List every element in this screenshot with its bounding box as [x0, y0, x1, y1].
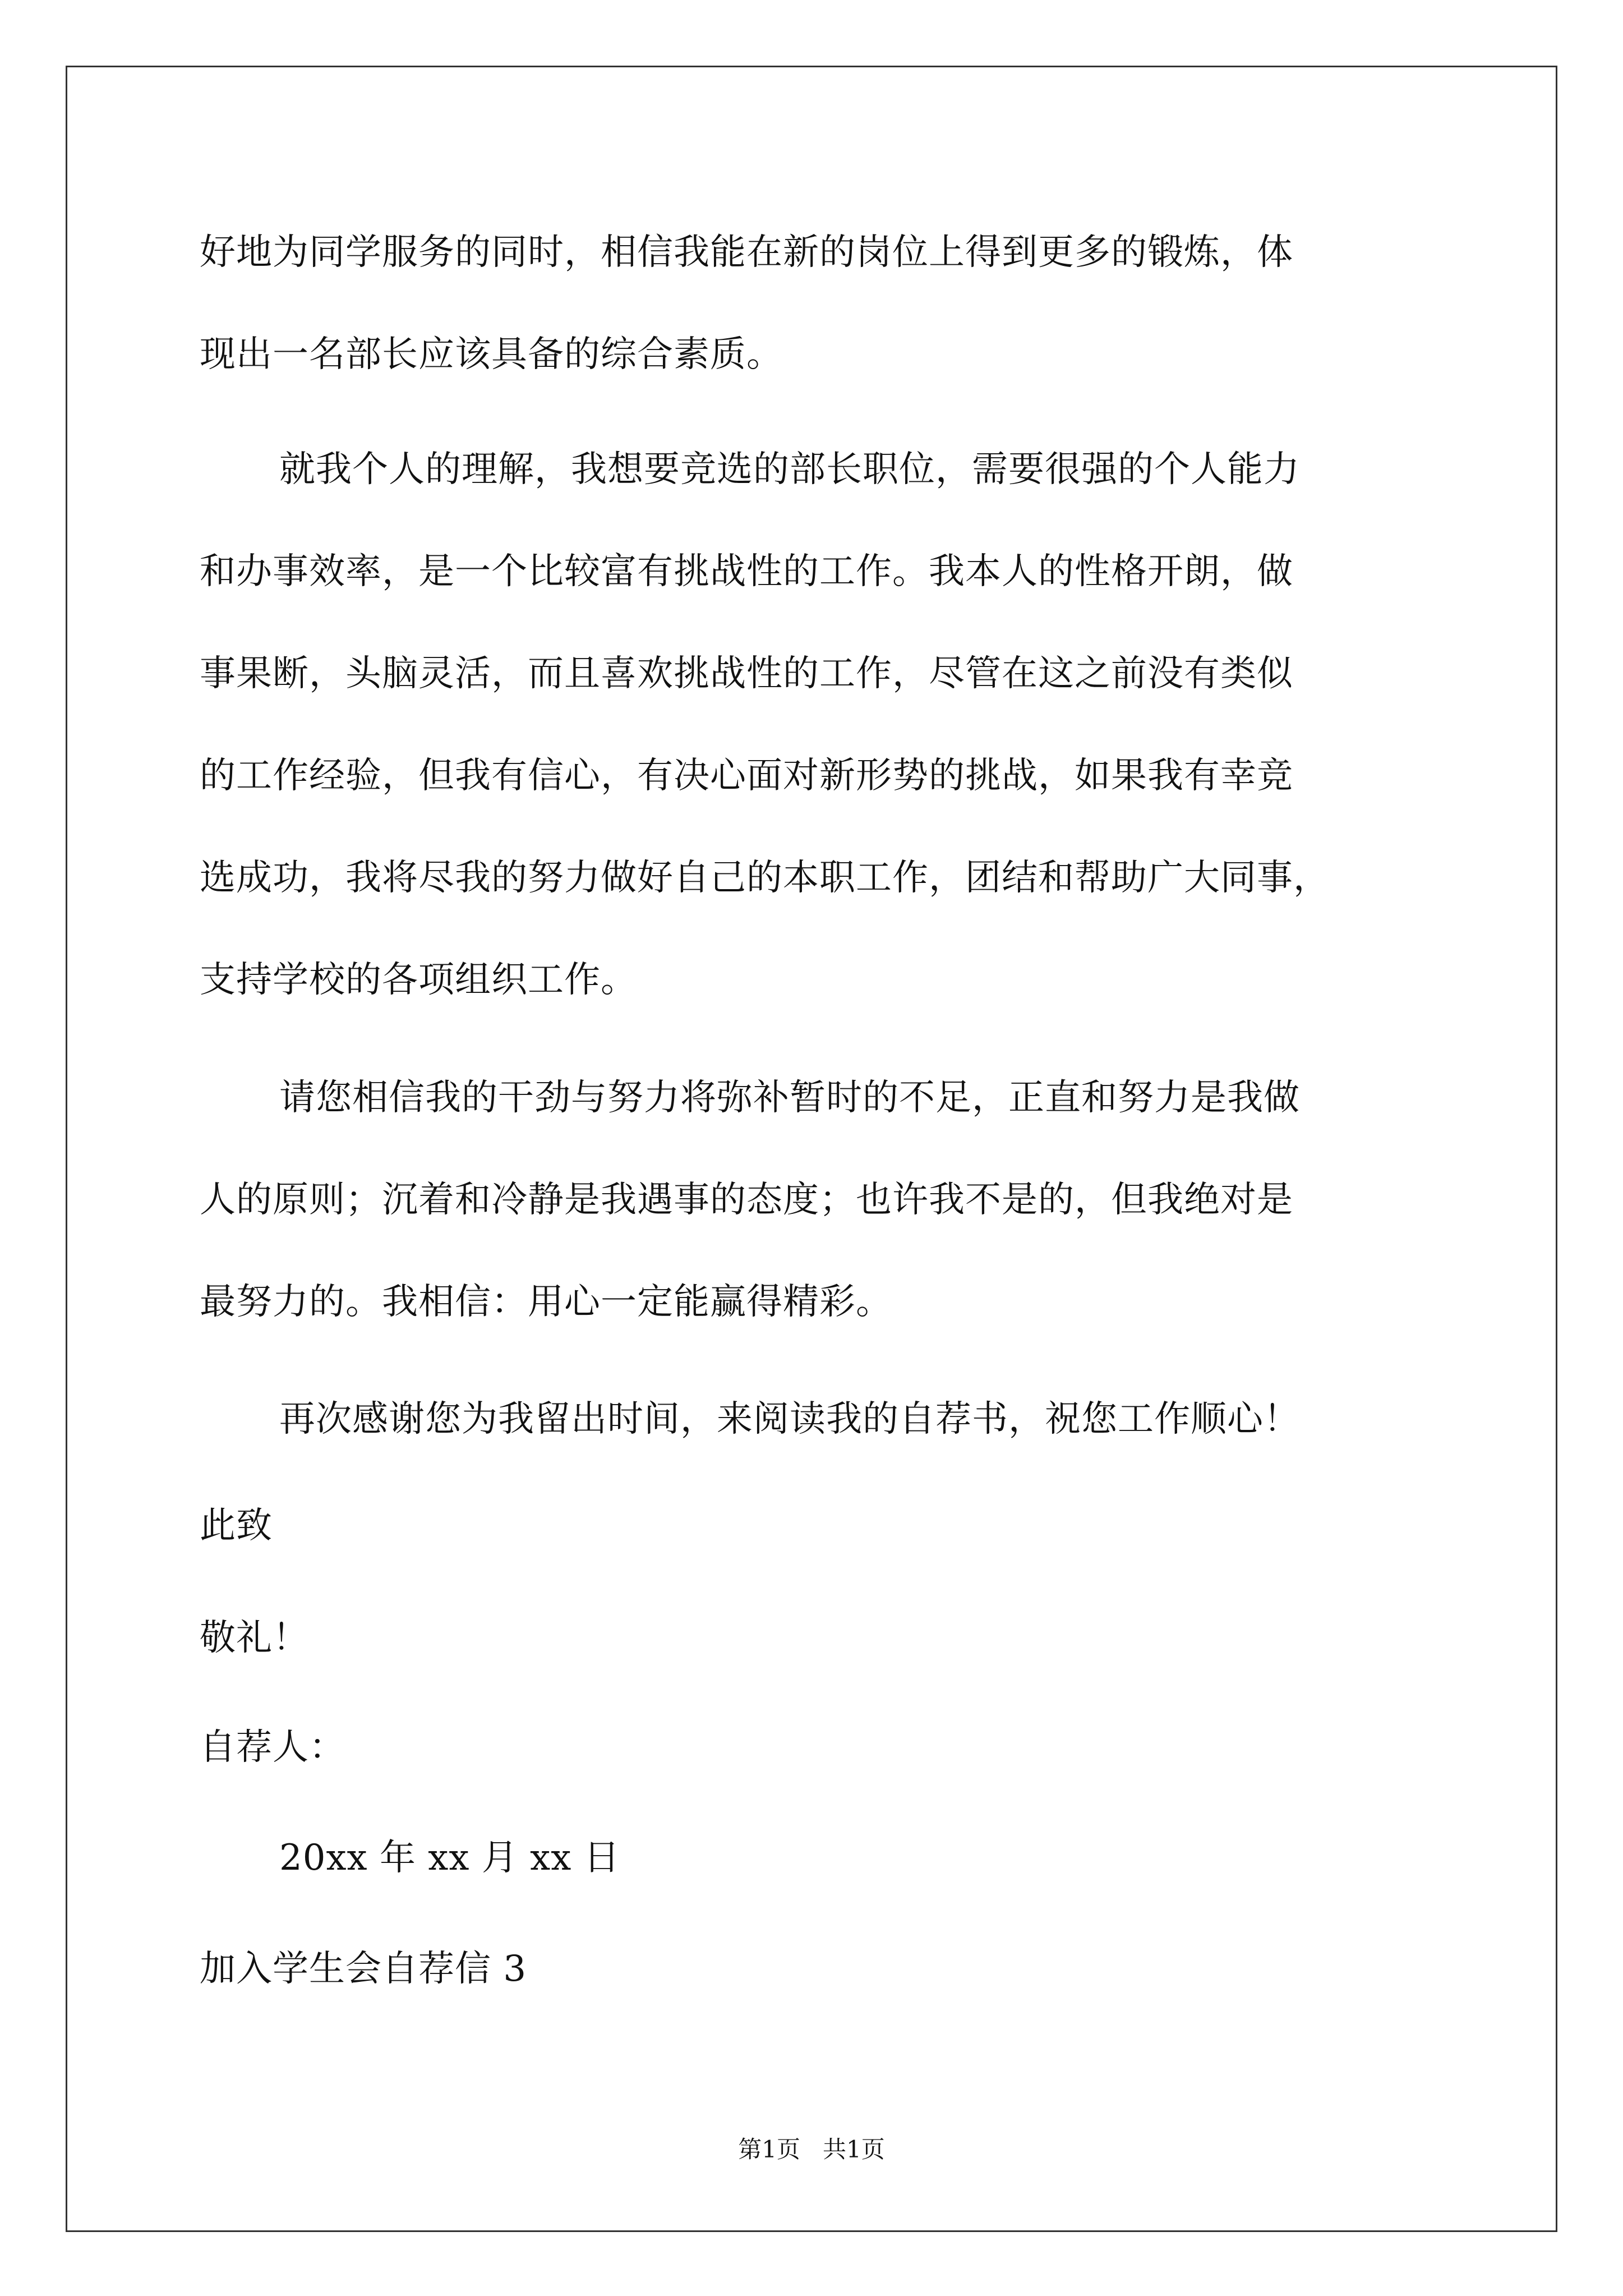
body-text-line: 的工作经验，但我有信心，有决心面对新形势的挑战，如果我有幸竞 [200, 755, 1293, 797]
section-title: 加入学生会自荐信 3 [200, 1948, 527, 1990]
date-line: 20xx 年 xx 月 xx 日 [279, 1837, 620, 1879]
body-text-line: 就我个人的理解，我想要竞选的部长职位，需要很强的个人能力 [279, 449, 1300, 490]
body-text-line: 选成功，我将尽我的努力做好自己的本职工作，团结和帮助广大同事， [200, 857, 1330, 899]
closing-salutation: 此致 [200, 1505, 273, 1547]
closing-regards: 敬礼！ [200, 1617, 309, 1659]
body-text-line: 请您相信我的干劲与努力将弥补暂时的不足，正直和努力是我做 [279, 1077, 1300, 1119]
body-text-line: 再次感谢您为我留出时间，来阅读我的自荐书，祝您工作顺心！ [279, 1398, 1300, 1440]
signature-label: 自荐人： [200, 1727, 345, 1768]
body-text-line: 最努力的。我相信：用心一定能赢得精彩。 [200, 1281, 892, 1323]
body-text-line: 现出一名部长应该具备的综合素质。 [200, 334, 783, 375]
page-frame [66, 66, 1557, 2232]
body-text-line: 支持学校的各项组织工作。 [200, 959, 637, 1001]
body-text-line: 好地为同学服务的同时，相信我能在新的岗位上得到更多的锻炼，体 [200, 232, 1293, 273]
body-text-line: 人的原则；沉着和冷静是我遇事的态度；也许我不是的，但我绝对是 [200, 1179, 1293, 1221]
page-number: 第1页 共1页 [738, 2136, 885, 2163]
body-text-line: 和办事效率，是一个比较富有挑战性的工作。我本人的性格开朗，做 [200, 551, 1293, 592]
body-text-line: 事果断，头脑灵活，而且喜欢挑战性的工作，尽管在这之前没有类似 [200, 653, 1293, 694]
